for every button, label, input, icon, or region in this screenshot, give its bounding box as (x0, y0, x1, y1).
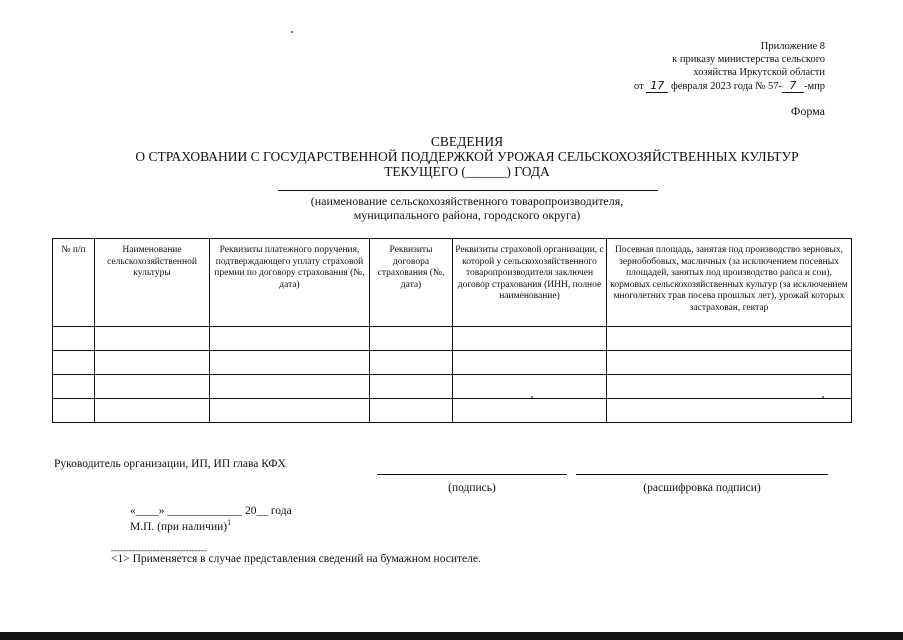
footnote-text: <1> Применяется в случае представления сведений на бумажном носителе. (111, 553, 481, 565)
table-row (53, 327, 852, 351)
appendix-line-2: к приказу министерства сельского (672, 54, 825, 65)
table-cell[interactable] (53, 399, 95, 423)
table-row (53, 399, 852, 423)
table-cell[interactable] (370, 327, 453, 351)
order-date-rest: февраля 2023 года № 57- (670, 81, 782, 92)
table-cell[interactable] (453, 375, 607, 399)
appendix-line-3: хозяйства Иркутской области (693, 67, 825, 78)
table-header-row (53, 239, 852, 327)
table-cell[interactable] (53, 375, 95, 399)
appendix-header (525, 40, 825, 93)
table-cell[interactable] (95, 399, 210, 423)
organization-caption-line-2: муниципального района, городского округа) (353, 208, 581, 222)
stamp-footnote-ref: 1 (227, 518, 232, 527)
column-header-area: Посевная площадь, занятая под производство зерновых, зернобобовых, масличных (за исключением посевных площадей, занятых под производство рапса и сои), кормовых сельскохозяйственных культур (за исключением многолетних трав посева прошлых лет), урожай которых застрахован, гектар (607, 239, 852, 327)
column-header-insurer: Реквизиты страховой организации, с которой у сельскохозяйственного товаропроизводителя заключен договор страхования (ИНН, полное наименование) (453, 239, 607, 327)
scan-speck (291, 31, 293, 33)
table-cell[interactable] (453, 351, 607, 375)
signature-decoding-caption: (расшифровка подписи) (643, 482, 761, 494)
table-row (53, 375, 852, 399)
title-line-3: ТЕКУЩЕГО (______) ГОДА (384, 164, 550, 179)
head-of-organization-label: Руководитель организации, ИП, ИП глава КФХ (54, 458, 286, 470)
table-cell[interactable] (95, 351, 210, 375)
order-date-prefix: от (634, 81, 644, 92)
signature-line[interactable] (377, 474, 567, 475)
column-header-crop: Наименование сельскохозяйственной культуры (95, 239, 210, 327)
column-header-payment-order: Реквизиты платежного поручения, подтверждающего уплату страховой премии по договору страхования (№, дата) (210, 239, 370, 327)
table-cell[interactable] (607, 351, 852, 375)
title-line-2: О СТРАХОВАНИИ С ГОСУДАРСТВЕННОЙ ПОДДЕРЖКОЙ УРОЖАЯ СЕЛЬСКОХОЗЯЙСТВЕННЫХ КУЛЬТУР (135, 149, 799, 164)
table-cell[interactable] (210, 375, 370, 399)
table-cell[interactable] (607, 327, 852, 351)
table-cell[interactable] (453, 327, 607, 351)
table-cell[interactable] (370, 375, 453, 399)
document-title (0, 134, 903, 179)
title-line-1: СВЕДЕНИЯ (430, 134, 504, 149)
table-cell[interactable] (453, 399, 607, 423)
scan-speck (822, 396, 824, 398)
table-row (53, 351, 852, 375)
table-cell[interactable] (607, 375, 852, 399)
table-cell[interactable] (53, 351, 95, 375)
scan-speck (531, 396, 533, 398)
appendix-order-date (525, 79, 825, 93)
footnote-separator: -------------------------------- (111, 545, 207, 555)
table-cell[interactable] (210, 327, 370, 351)
signature-caption: (подпись) (448, 482, 496, 494)
table-cell[interactable] (210, 351, 370, 375)
signing-date-line: «____» _____________ 20__ года (130, 505, 292, 517)
order-date-day: 17 (646, 79, 668, 93)
organization-name-line (278, 190, 658, 191)
column-header-contract: Реквизиты договора страхования (№, дата) (370, 239, 453, 327)
order-number-suffix: -мпр (803, 81, 825, 92)
order-number-handwritten: 7 (782, 79, 804, 93)
insurance-table (52, 238, 852, 423)
stamp-label (130, 518, 231, 533)
table-cell[interactable] (95, 375, 210, 399)
form-label: Форма (790, 104, 825, 118)
signature-decoding-line[interactable] (576, 474, 828, 475)
stamp-text: М.П. (при наличии) (130, 520, 228, 533)
table-cell[interactable] (210, 399, 370, 423)
appendix-line-1: Приложение 8 (760, 41, 825, 52)
table-cell[interactable] (370, 351, 453, 375)
scan-edge-bar (0, 632, 903, 640)
organization-caption-line-1: (наименование сельскохозяйственного товаропроизводителя, (310, 194, 624, 208)
table-cell[interactable] (607, 399, 852, 423)
table-cell[interactable] (53, 327, 95, 351)
organization-caption (200, 194, 734, 222)
table-cell[interactable] (95, 327, 210, 351)
table-cell[interactable] (370, 399, 453, 423)
column-header-number: № п/п (53, 239, 95, 327)
